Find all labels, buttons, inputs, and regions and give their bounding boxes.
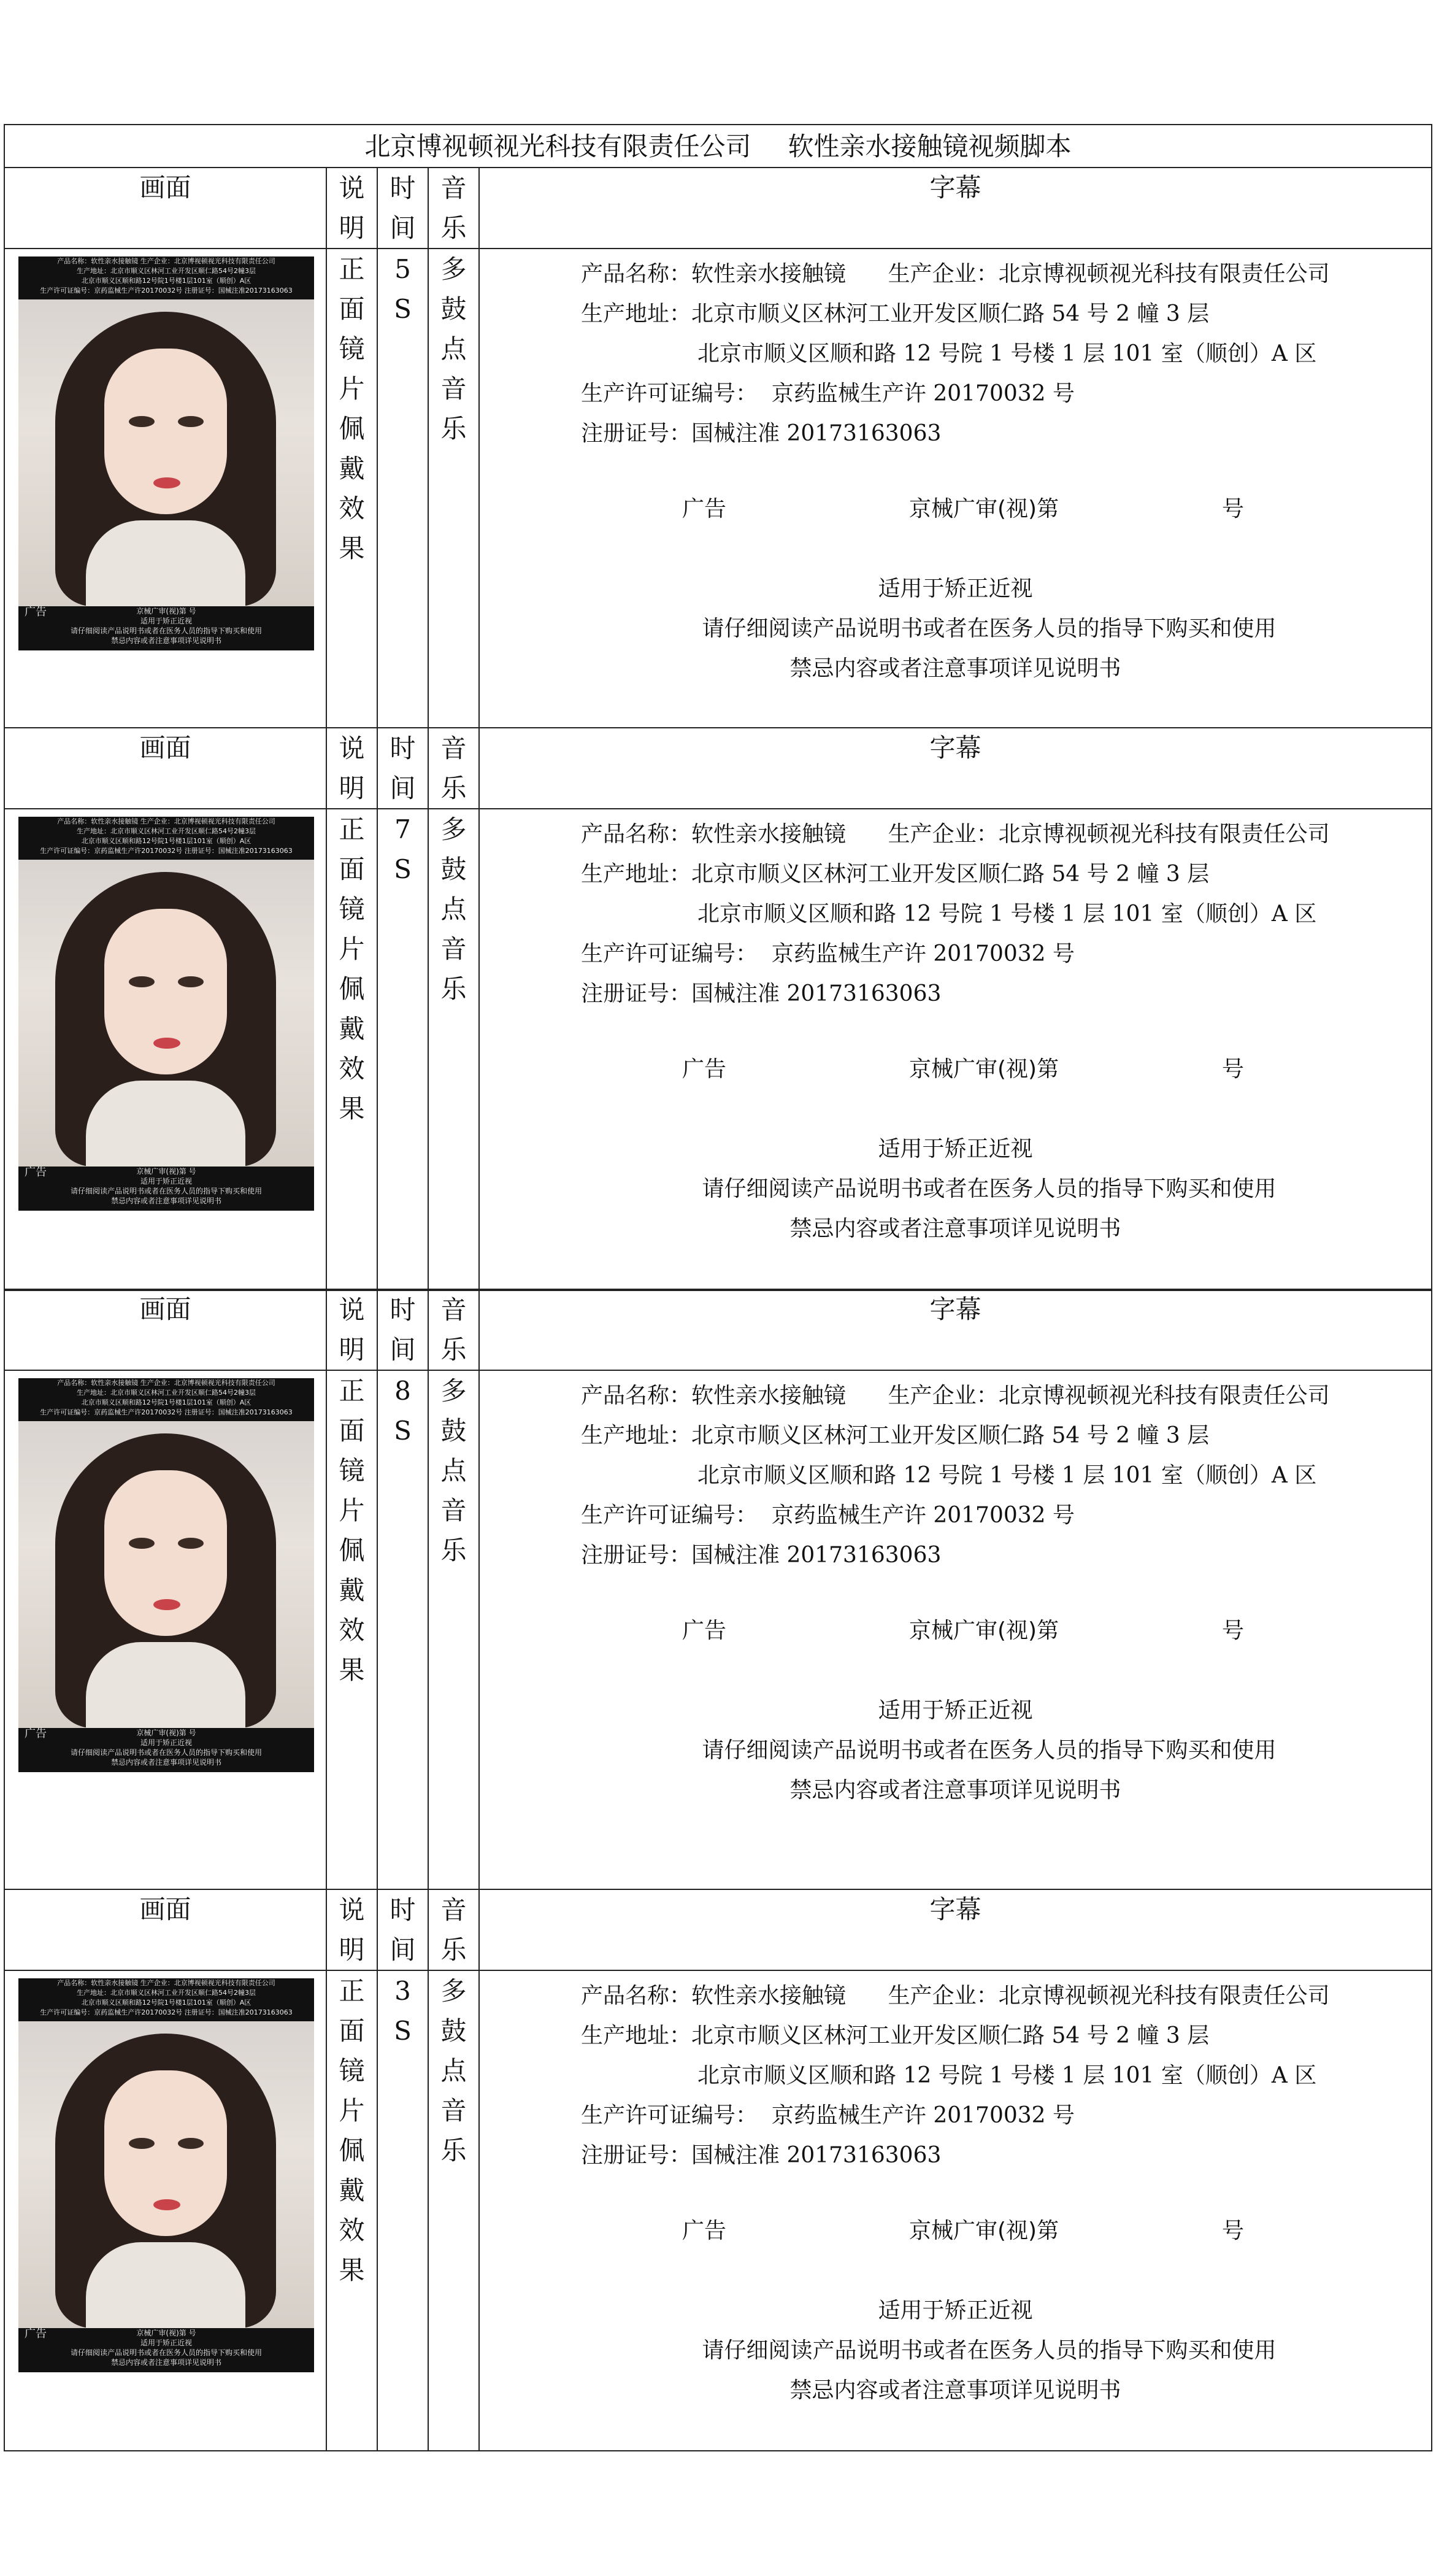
- header-row: [4, 1289, 1432, 1371]
- frame-top-caption: 产品名称：软性亲水接触镜 生产企业：北京博视顿视光科技有限责任公司 生产地址：北京市顺义区林河工业开发区顺仁路54号2幢3层 北京市顺义区顺和路12号院1号楼1层101室（顺创）A区 生产许可证编号：京药监械生产许20170032号 注册证号：国械注准20173163063: [18, 817, 314, 860]
- music-cell: 多 鼓 点 音 乐: [429, 249, 480, 727]
- header-desc: 说 明: [327, 1290, 378, 1370]
- frame-top-caption: 产品名称：软性亲水接触镜 生产企业：北京博视顿视光科技有限责任公司 生产地址：北京市顺义区林河工业开发区顺仁路54号2幢3层 北京市顺义区顺和路12号院1号楼1层101室（顺创）A区 生产许可证编号：京药监械生产许20170032号 注册证号：国械注准20173163063: [18, 256, 314, 299]
- header-time: 时 间: [378, 1890, 429, 1970]
- video-frame-thumbnail: [18, 817, 314, 1211]
- desc-cell: 正 面 镜 片 佩 戴 效 果: [327, 809, 378, 1290]
- frame-bottom-caption: 广告 京械广审(视)第 号 适用于矫正近视 请仔细阅读产品说明书或者在医务人员的指导下购买和使用 禁忌内容或者注意事项详见说明书: [18, 606, 314, 650]
- model-photo: [18, 860, 314, 1167]
- header-row: [4, 727, 1432, 809]
- model-photo: [18, 2021, 314, 2328]
- header-subtitle: 字幕: [929, 1894, 981, 1924]
- company-name: 北京博视顿视光科技有限责任公司: [364, 131, 751, 161]
- picture-cell: [5, 1371, 327, 1889]
- picture-cell: [5, 809, 327, 1290]
- header-desc: 说 明: [327, 168, 378, 248]
- picture-cell: [5, 1971, 327, 2450]
- frame-bottom-caption: 广告 京械广审(视)第 号 适用于矫正近视 请仔细阅读产品说明书或者在医务人员的指导下购买和使用 禁忌内容或者注意事项详见说明书: [18, 1728, 314, 1772]
- desc-cell: 正 面 镜 片 佩 戴 效 果: [327, 249, 378, 727]
- header-row: [4, 1889, 1432, 1971]
- header-row: [4, 167, 1432, 249]
- music-cell: 多 鼓 点 音 乐: [429, 809, 480, 1290]
- time-cell: 5 S: [378, 249, 429, 727]
- video-frame-thumbnail: [18, 1378, 314, 1772]
- frame-top-caption: 产品名称：软性亲水接触镜 生产企业：北京博视顿视光科技有限责任公司 生产地址：北京市顺义区林河工业开发区顺仁路54号2幢3层 北京市顺义区顺和路12号院1号楼1层101室（顺创）A区 生产许可证编号：京药监械生产许20170032号 注册证号：国械注准20173163063: [18, 1978, 314, 2021]
- subtitle-cell: 产品名称：软性亲水接触镜 生产企业：北京博视顿视光科技有限责任公司 生产地址：北京市顺义区林河工业开发区顺仁路 54 号 2 幢 3 层 北京市顺义区顺和路 12 号院 1 号楼 1 层 101 室（顺创）A 区 生产许可证编号： 京药监械生产许 20170032 号 注册证号：国械注准 20173163063 广告 京械广审(视)第 号 适用于矫正近视 请仔细阅读产品说明书或者在医务人员的指导下购买和使用 禁忌内容或者注意事项详见说明书: [581, 1383, 1330, 1803]
- frame-bottom-caption: 广告 京械广审(视)第 号 适用于矫正近视 请仔细阅读产品说明书或者在医务人员的指导下购买和使用 禁忌内容或者注意事项详见说明书: [18, 1167, 314, 1211]
- header-picture: 画面: [5, 1890, 327, 1970]
- header-time: 时 间: [378, 728, 429, 808]
- content-row: [4, 808, 1432, 1291]
- music-cell: 多 鼓 点 音 乐: [429, 1371, 480, 1889]
- header-time: 时 间: [378, 168, 429, 248]
- header-subtitle: 字幕: [929, 1294, 981, 1324]
- header-music: 音 乐: [429, 1290, 480, 1370]
- music-cell: 多 鼓 点 音 乐: [429, 1971, 480, 2450]
- subtitle-cell: 产品名称：软性亲水接触镜 生产企业：北京博视顿视光科技有限责任公司 生产地址：北京市顺义区林河工业开发区顺仁路 54 号 2 幢 3 层 北京市顺义区顺和路 12 号院 1 号楼 1 层 101 室（顺创）A 区 生产许可证编号： 京药监械生产许 20170032 号 注册证号：国械注准 20173163063 广告 京械广审(视)第 号 适用于矫正近视 请仔细阅读产品说明书或者在医务人员的指导下购买和使用 禁忌内容或者注意事项详见说明书: [581, 261, 1330, 681]
- header-time: 时 间: [378, 1290, 429, 1370]
- document-title: [4, 124, 1432, 167]
- subtitle-cell: 产品名称：软性亲水接触镜 生产企业：北京博视顿视光科技有限责任公司 生产地址：北京市顺义区林河工业开发区顺仁路 54 号 2 幢 3 层 北京市顺义区顺和路 12 号院 1 号楼 1 层 101 室（顺创）A 区 生产许可证编号： 京药监械生产许 20170032 号 注册证号：国械注准 20173163063 广告 京械广审(视)第 号 适用于矫正近视 请仔细阅读产品说明书或者在医务人员的指导下购买和使用 禁忌内容或者注意事项详见说明书: [581, 822, 1330, 1241]
- content-row: [4, 1370, 1432, 1890]
- header-music: 音 乐: [429, 728, 480, 808]
- video-frame-thumbnail: [18, 256, 314, 650]
- model-photo: [18, 1421, 314, 1728]
- script-title: 软性亲水接触镜视频脚本: [788, 131, 1072, 161]
- header-picture: 画面: [5, 728, 327, 808]
- header-desc: 说 明: [327, 1890, 378, 1970]
- header-picture: 画面: [5, 168, 327, 248]
- content-row: [4, 248, 1432, 728]
- header-subtitle: 字幕: [929, 733, 981, 763]
- desc-cell: 正 面 镜 片 佩 戴 效 果: [327, 1971, 378, 2450]
- header-music: 音 乐: [429, 1890, 480, 1970]
- time-cell: 8 S: [378, 1371, 429, 1889]
- time-cell: 3 S: [378, 1971, 429, 2450]
- header-picture: 画面: [5, 1290, 327, 1370]
- header-desc: 说 明: [327, 728, 378, 808]
- content-row: [4, 1970, 1432, 2451]
- video-frame-thumbnail: [18, 1978, 314, 2372]
- model-photo: [18, 299, 314, 606]
- picture-cell: [5, 249, 327, 727]
- frame-bottom-caption: 广告 京械广审(视)第 号 适用于矫正近视 请仔细阅读产品说明书或者在医务人员的指导下购买和使用 禁忌内容或者注意事项详见说明书: [18, 2328, 314, 2372]
- frame-top-caption: 产品名称：软性亲水接触镜 生产企业：北京博视顿视光科技有限责任公司 生产地址：北京市顺义区林河工业开发区顺仁路54号2幢3层 北京市顺义区顺和路12号院1号楼1层101室（顺创）A区 生产许可证编号：京药监械生产许20170032号 注册证号：国械注准20173163063: [18, 1378, 314, 1421]
- header-subtitle: 字幕: [929, 172, 981, 202]
- desc-cell: 正 面 镜 片 佩 戴 效 果: [327, 1371, 378, 1889]
- header-music: 音 乐: [429, 168, 480, 248]
- time-cell: 7 S: [378, 809, 429, 1290]
- subtitle-cell: 产品名称：软性亲水接触镜 生产企业：北京博视顿视光科技有限责任公司 生产地址：北京市顺义区林河工业开发区顺仁路 54 号 2 幢 3 层 北京市顺义区顺和路 12 号院 1 号楼 1 层 101 室（顺创）A 区 生产许可证编号： 京药监械生产许 20170032 号 注册证号：国械注准 20173163063 广告 京械广审(视)第 号 适用于矫正近视 请仔细阅读产品说明书或者在医务人员的指导下购买和使用 禁忌内容或者注意事项详见说明书: [581, 1983, 1330, 2403]
